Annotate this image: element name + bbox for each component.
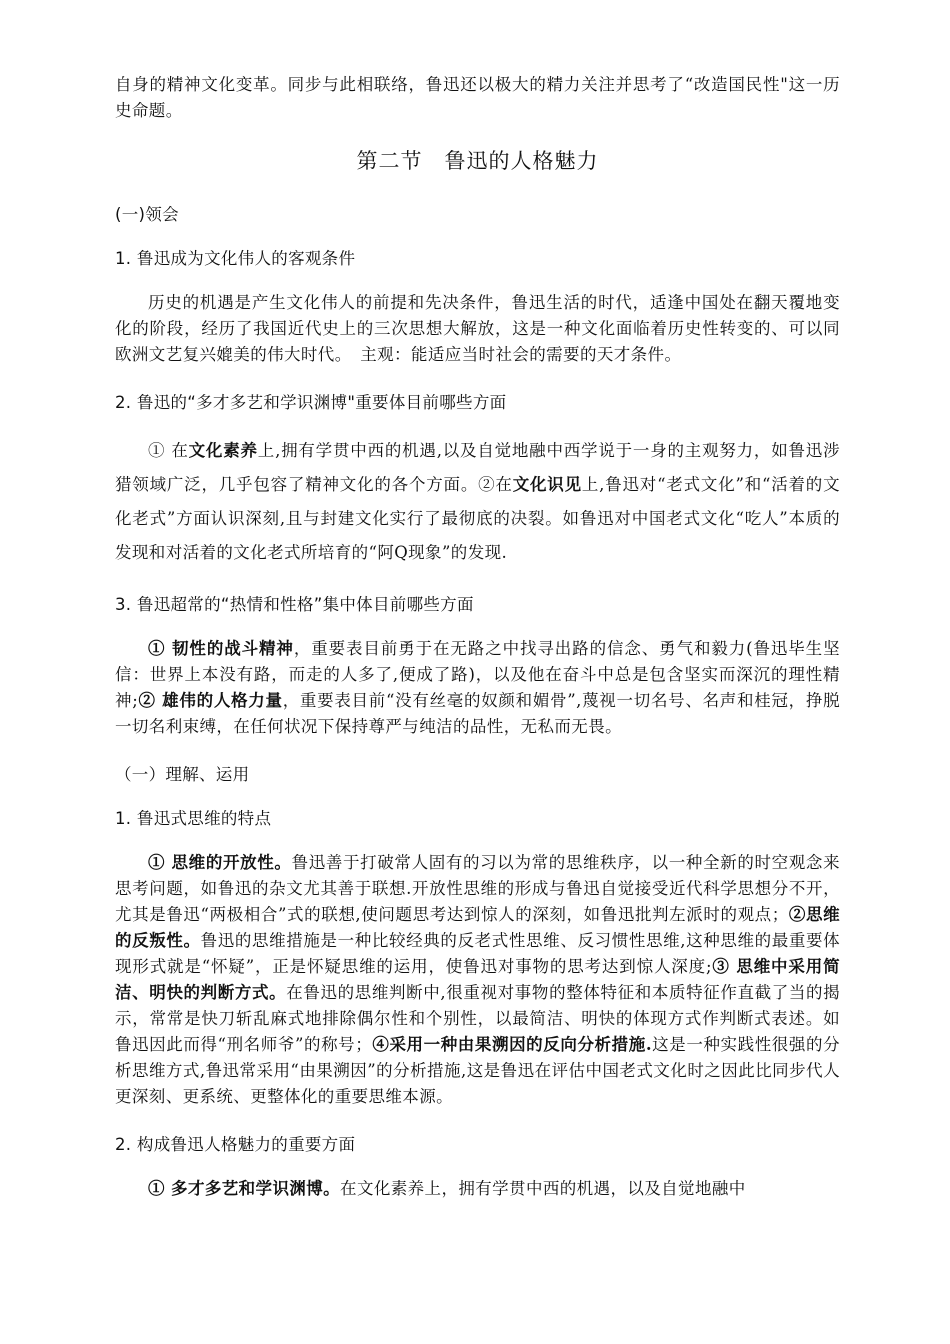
section-title: 第二节 鲁迅的人格魅力 bbox=[356, 149, 599, 173]
body-text: 上,拥有学贯中西的机遇,以及自觉地融中西学说于一身的主观努力，如鲁迅涉猎领域广泛，几乎包容了精神文化的各个方面。 bbox=[115, 441, 840, 494]
body-text: 鲁迅善于打破常人固有的习以为常的思维秩序，以一种全新的时空观念来思考问题，如鲁迅的杂文尤其善于联想.开放性思维的形成与鲁迅自觉接受近代科学思想分不开，尤其是鲁迅“两极相合”式的联想,使问题思考达到惊人的深刻，如鲁迅批判左派时的观点； bbox=[115, 853, 840, 924]
part2-q1-body bbox=[115, 850, 840, 1110]
marker-text: ① 在 bbox=[148, 441, 189, 460]
emphasis-text: 文化素养 bbox=[188, 441, 258, 460]
emphasis-text: ④采用一种由果溯因的反向分析措施. bbox=[372, 1035, 652, 1054]
part2-heading: （一）理解、运用 bbox=[115, 765, 250, 784]
body-text: 这是一种实践性很强的分析思维方式,鲁迅常采用“由果溯因”的分析措施,这是鲁迅在评估中国老式文化时之因此比同步代人更深刻、更系统、更整体化的重要思维本源。 bbox=[115, 1035, 840, 1106]
body-text: 鲁迅的思维措施是一种比较经典的反老式性思维、反习惯性思维,这种思维的最重要体现形式就是“怀疑”，正是怀疑思维的运用，使鲁迅对事物的思考达到惊人深度; bbox=[115, 931, 840, 976]
body-text: 在鲁迅的思维判断中,很重视对事物的整体特征和本质特征作直截了当的揭示，常常是快刀斩乱麻式地排除偶尔性和个别性，以最简洁、明快的体现方式作判断式表述。如鲁迅因此而得“刑名师爷”的称号； bbox=[115, 983, 840, 1054]
part1-heading: (一)领会 bbox=[115, 205, 179, 224]
part1-q1-body: 历史的机遇是产生文化伟人的前提和先决条件，鲁迅生活的时代，适逢中国处在翻天覆地变化的阶段，经历了我国近代史上的三次思想大解放，这是一种文化面临着历史性转变的、可以同欧洲文艺复兴媲美的伟大时代。 主观：能适应当时社会的需要的天才条件。 bbox=[115, 293, 840, 364]
emphasis-text: 文化识见 bbox=[512, 475, 582, 494]
emphasis-text: ②思维的反叛性。 bbox=[115, 905, 841, 950]
emphasis-text: ② 雄伟的人格力量 bbox=[138, 691, 283, 710]
document-page bbox=[115, 72, 840, 1202]
emphasis-text: ① 韧性的战斗精神 bbox=[148, 639, 294, 658]
part1-q1-title: 1. 鲁迅成为文化伟人的客观条件 bbox=[115, 249, 356, 268]
emphasis-text: ① 思维的开放性。 bbox=[148, 853, 292, 872]
intro-paragraph: 自身的精神文化变革。同步与此相联络，鲁迅还以极大的精力关注并思考了“改造国民性"这一历史命题。 bbox=[115, 75, 840, 120]
part2-q2-title: 2. 构成鲁迅人格魅力的重要方面 bbox=[115, 1135, 356, 1154]
marker-text: ②在 bbox=[478, 475, 513, 494]
part2-q2-body bbox=[115, 1176, 840, 1202]
part1-q2-title: 2. 鲁迅的“多才多艺和学识渊博"重要体目前哪些方面 bbox=[115, 393, 507, 412]
body-text: 在文化素养上，拥有学贯中西的机遇，以及自觉地融中 bbox=[340, 1179, 746, 1198]
body-text: ，重要表目前勇于在无路之中找寻出路的信念、勇气和毅力(鲁迅毕生坚信：世界上本没有路，而走的人多了,便成了路)，以及他在奋斗中总是包含坚实而深沉的理性精神; bbox=[115, 639, 840, 710]
part2-q1-title: 1. 鲁迅式思维的特点 bbox=[115, 809, 272, 828]
body-text: 上,鲁迅对“老式文化”和“活着的文化老式”方面认识深刻,且与封建文化实行了最彻底的决裂。如鲁迅对中国老式文化“吃人”本质的发现和对活着的文化老式所培育的“阿Q现象”的发现. bbox=[115, 475, 840, 562]
part1-q2-body bbox=[115, 434, 840, 570]
emphasis-text: ① 多才多艺和学识渊博。 bbox=[148, 1179, 341, 1198]
part1-q3-title: 3. 鲁迅超常的“热情和性格”集中体目前哪些方面 bbox=[115, 595, 474, 614]
emphasis-text: ③ 思维中采用简洁、明快的判断方式。 bbox=[115, 957, 840, 1002]
part1-q3-body bbox=[115, 636, 840, 740]
body-text: ，重要表目前“没有丝毫的奴颜和媚骨”,蔑视一切名号、名声和桂冠，挣脱一切名利束缚，在任何状况下保持尊严与纯洁的品性，无私而无畏。 bbox=[115, 691, 840, 736]
